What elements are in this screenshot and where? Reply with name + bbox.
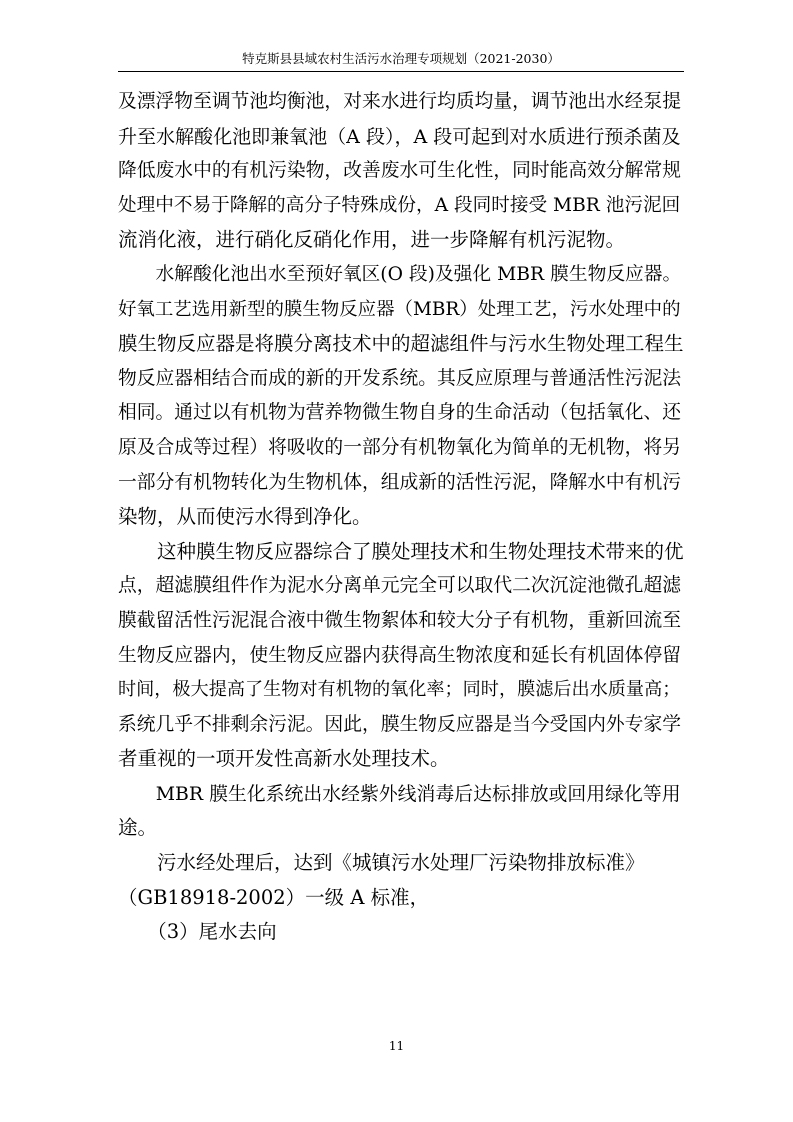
text-line: （3）尾水去向 [118,920,277,944]
text-line: 膜生物反应器是将膜分离技术中的超滤组件与污水生物处理工程生 [118,332,684,356]
body-text [118,85,684,950]
text-line: 升至水解酸化池即兼氧池（A 段），A 段可起到对水质进行预杀菌及 [118,125,681,148]
text-line: 污水经处理后，达到《城镇污水处理厂污染物排放标准》 [118,851,645,875]
text-line: MBR 膜生化系统出水经紫外线消毒后达标排放或回用绿化等用 [118,782,681,805]
text-line: 者重视的一项开发性高新水处理技术。 [118,747,450,771]
text-line: 点，超滤膜组件作为泥水分离单元完全可以取代二次沉淀池微孔超滤 [118,575,681,597]
page-number: 11 [388,1039,405,1053]
text-line: 染物，从而使污水得到净化。 [118,505,372,529]
paragraph-mbr-principle [118,258,684,535]
text-line: 降低废水中的有机污染物，改善废水可生化性，同时能高效分解常规 [118,160,681,182]
text-line: 水解酸化池出水至预好氧区(O 段)及强化 MBR 膜生物反应器。 [118,263,682,285]
text-line: 系统几乎不排剩余污泥。因此，膜生物反应器是当今受国内外专家学 [118,713,681,735]
running-header: 特克斯县县域农村生活污水治理专项规划（2021-2030） [242,51,560,66]
text-line: 及漂浮物至调节池均衡池，对来水进行均质均量，调节池出水经泵提 [118,91,681,112]
text-line: 流消化液，进行硝化反硝化作用，进一步降解有机污泥物。 [118,228,626,252]
text-line: 物反应器相结合而成的新的开发系统。其反应原理与普通活性污泥法 [118,367,681,389]
paragraph-mbr-advantages [118,535,684,777]
header-divider [118,71,684,72]
text-line: 膜截留活性污泥混合液中微生物絮体和较大分子有机物，重新回流至 [118,609,681,631]
paragraph-process-a-stage [118,85,684,258]
paragraph-discharge-standard [118,846,684,915]
text-line: 原及合成等过程）将吸收的一部分有机物氧化为简单的无机物，将另 [118,436,681,458]
text-line: 生物反应器内，使生物反应器内获得高生物浓度和延长有机固体停留 [118,644,681,666]
text-line: 时间，极大提高了生物对有机物的氧化率；同时，膜滤后出水质量高； [118,679,681,701]
paragraph-uv-disinfection [118,777,684,846]
text-line: 这种膜生物反应器综合了膜处理技术和生物处理技术带来的优 [118,539,684,563]
text-line: 途。 [118,816,158,840]
text-line: 相同。通过以有机物为营养物微生物自身的生命活动（包括氧化、还 [118,402,681,424]
text-line: （GB18918-2002）一级 A 标准， [118,885,430,909]
section-heading-tailwater [118,915,684,950]
text-line: 好氧工艺选用新型的膜生物反应器（MBR）处理工艺，污水处理中的 [118,298,681,320]
text-line: 一部分有机物转化为生物机体，组成新的活性污泥，降解水中有机污 [118,471,681,493]
text-line: 处理中不易于降解的高分子特殊成份，A 段同时接受 MBR 池污泥回 [118,194,681,216]
